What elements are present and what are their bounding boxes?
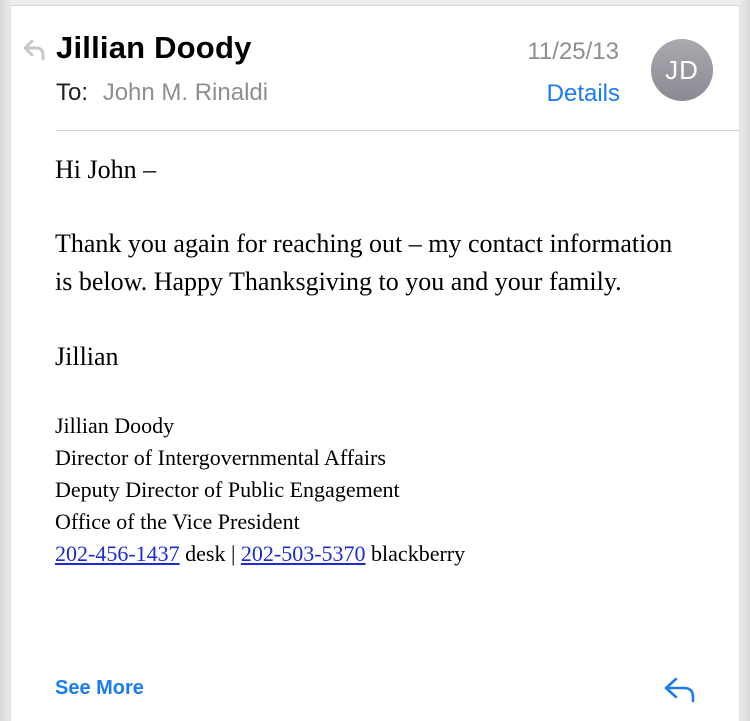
signature-title-1: Director of Intergovernmental Affairs	[55, 445, 386, 470]
phone-blackberry-label: blackberry	[371, 541, 466, 566]
replied-arrow-icon	[22, 36, 48, 62]
signature-name: Jillian Doody	[55, 413, 175, 438]
reply-icon[interactable]	[662, 673, 698, 705]
phone-link-desk[interactable]: 202-456-1437	[55, 541, 180, 566]
recipient-name[interactable]: John M. Rinaldi	[102, 79, 269, 106]
header-divider	[56, 130, 739, 131]
sender-avatar[interactable]	[651, 39, 713, 101]
to-label: To:	[56, 79, 89, 106]
signoff: Jillian	[55, 342, 119, 371]
message-body	[55, 151, 695, 570]
sender-name: Jillian Doody	[56, 30, 252, 65]
signature-title-2: Deputy Director of Public Engagement	[55, 477, 400, 502]
greeting: Hi John –	[55, 155, 157, 184]
message-card	[10, 5, 740, 721]
details-link[interactable]: Details	[546, 80, 620, 107]
signature-phones	[55, 538, 695, 570]
avatar-initials: JD	[665, 54, 699, 85]
phone-link-blackberry[interactable]: 202-503-5370	[240, 541, 366, 566]
signature-office: Office of the Vice President	[55, 509, 300, 534]
recipient-row	[56, 79, 268, 107]
see-more-button[interactable]: See More	[55, 677, 144, 699]
phone-separator: |	[230, 541, 236, 566]
signature-block	[55, 410, 695, 570]
body-paragraph: Thank you again for reaching out – my contact information is below. Happy Thanksgiving to you and your family.	[55, 229, 673, 296]
message-date: 11/25/13	[527, 38, 619, 65]
phone-desk-label: desk	[185, 541, 226, 566]
